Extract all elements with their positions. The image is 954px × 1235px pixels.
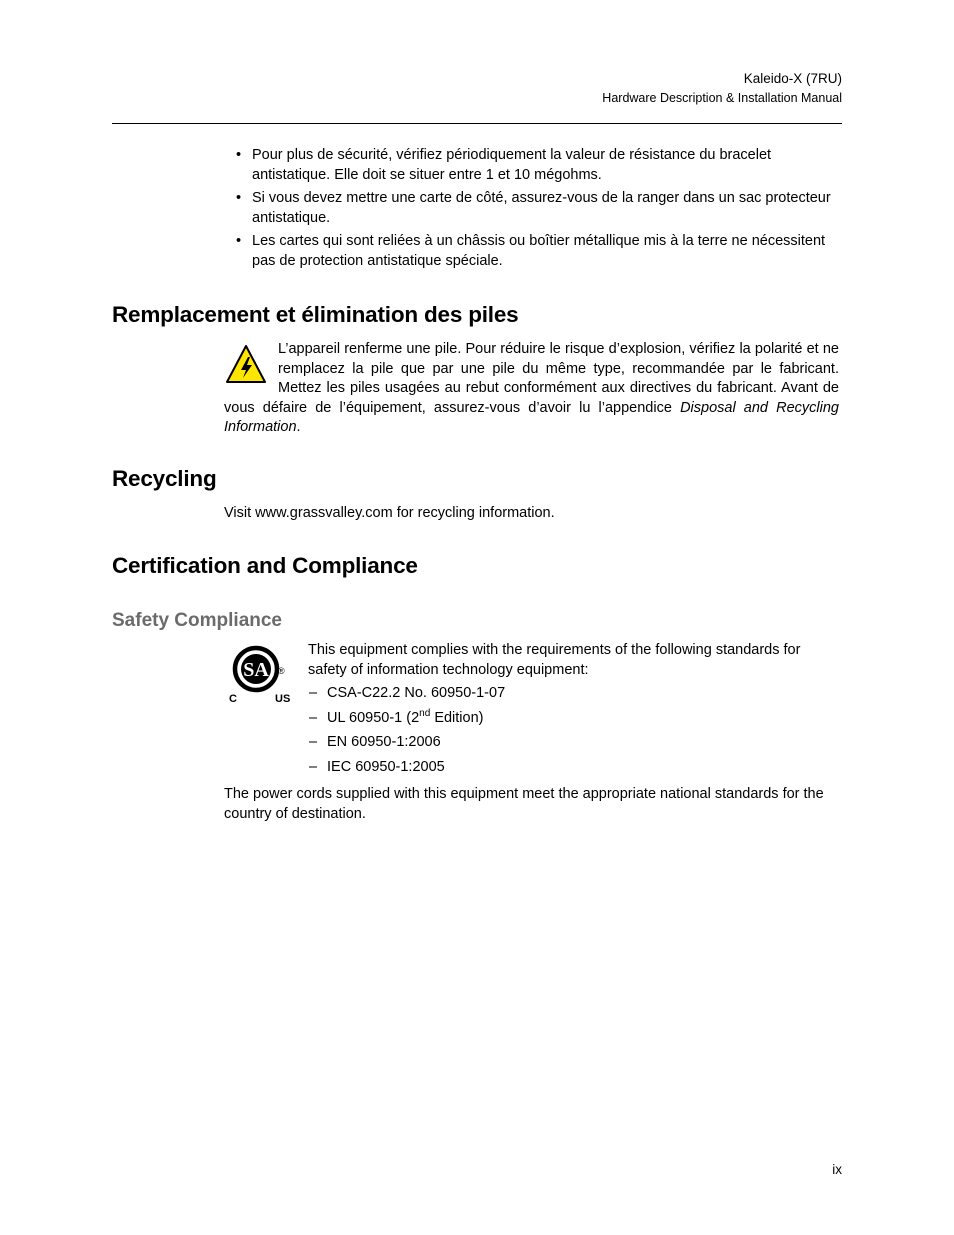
csa-certification-logo (226, 645, 296, 707)
compliance-intro: This equipment complies with the requirements of the following standards for safety of information technology equipment: (308, 642, 801, 678)
list-item: – EN 60950-1:2006 (309, 734, 441, 751)
svg-text:SA: SA (243, 659, 269, 681)
certification-heading: Certification and Compliance (112, 553, 418, 578)
header-manual-title: Hardware Description & Installation Manual (602, 91, 842, 105)
recycling-text: Visit www.grassvalley.com for recycling information. (224, 505, 555, 521)
bullet-glyph: • (236, 190, 242, 207)
power-cords-text: The power cords supplied with this equipment meet the appropriate national standards for the country of destination. (224, 786, 824, 822)
list-item: – CSA-C22.2 No. 60950-1-07 (309, 685, 506, 702)
list-item: – UL 60950-1 (2nd Edition) (309, 707, 484, 726)
list-item: • Pour plus de sécurité, vérifiez périodiquement la valeur de résistance du bracelet antistatique. Elle doit se situer entre 1 et 10 mégohms. (236, 147, 772, 183)
antistatic-bullet-list (224, 146, 834, 276)
bullet-glyph: • (236, 147, 242, 163)
list-item: • Si vous devez mettre une carte de côté, assurez-vous de la ranger dans un sac protecteur antistatique. (236, 190, 831, 226)
list-item: – IEC 60950-1:2005 (309, 758, 445, 775)
bullet-glyph: • (236, 233, 242, 250)
header-rule (112, 123, 842, 124)
svg-text:C: C (229, 693, 237, 705)
standards-list (308, 684, 840, 777)
header-product: Kaleido-X (7RU) (743, 71, 842, 86)
battery-heading: Remplacement et élimination des piles (112, 302, 519, 327)
svg-text:US: US (275, 693, 291, 705)
page-number: ix (832, 1162, 842, 1177)
appendix-reference: Disposal and Recycling Information (224, 399, 839, 436)
safety-compliance-section (308, 641, 840, 783)
svg-text:®: ® (278, 666, 285, 676)
safety-compliance-heading: Safety Compliance (112, 610, 282, 631)
recycling-heading: Recycling (112, 466, 217, 491)
battery-text: L’appareil renferme une pile. Pour réduire le risque d’explosion, vérifiez la polarité et ne remplacez la pile que par une pile du même type, recommandée par le fabricant. Mettez les piles usagées au rebut conformément aux directives du fabricant. Avant de vous défaire de l’équipement, assurez-vous d’avoir lu l’appendice Disposal and Recycling Information. (224, 341, 839, 436)
list-item: • Les cartes qui sont reliées à un châssis ou boîtier métallique mis à la terre ne nécessitent pas de protection antistatique spéciale. (236, 233, 826, 269)
